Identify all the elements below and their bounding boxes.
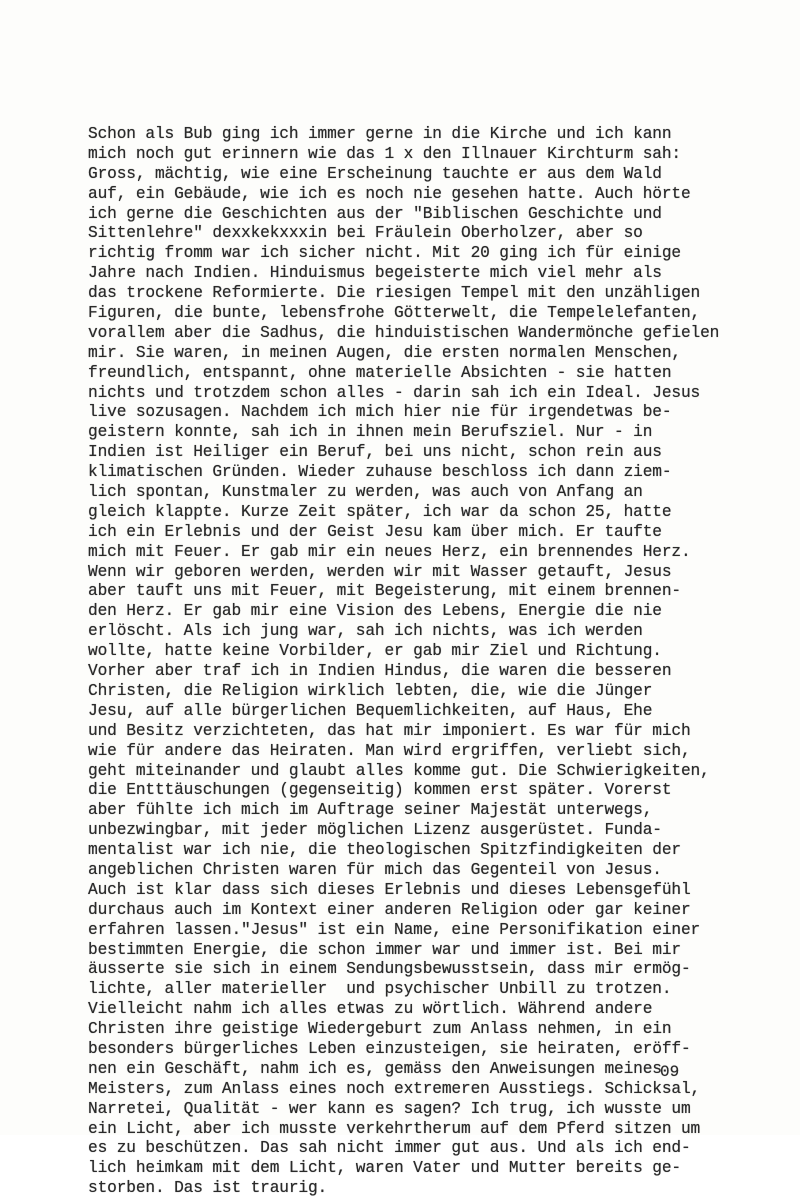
text-line: Narretei, Qualität - wer kann es sagen? Ich trug, ich wusste um [88, 1099, 691, 1118]
text-line: Vielleicht nahm ich alles etwas zu wörtlich. Während andere [88, 1000, 653, 1019]
text-line: Vorher aber traf ich in Indien Hindus, die waren die besseren [88, 662, 672, 681]
text-line: vorallem aber die Sadhus, die hinduistischen Wandermönche gefielen [88, 323, 720, 342]
text-line: mich mit Feuer. Er gab mir ein neues Herz, ein brennendes Herz. [88, 542, 691, 561]
text-line: richtig fromm war ich sicher nicht. Mit 20 ging ich für einige [88, 244, 681, 263]
text-line: storben. Das ist traurig. [88, 1179, 328, 1198]
text-line: mich noch gut erinnern wie das 1 x den Illnauer Kirchturm sah: [88, 144, 681, 163]
text-line: geistern konnte, sah ich in ihnen mein Berufsziel. Nur - in [88, 423, 653, 442]
text-line: besonders bürgerliches Leben einzusteigen, sie heiraten, eröff- [88, 1039, 691, 1058]
text-line: lich heimkam mit dem Licht, waren Vater und Mutter bereits ge- [88, 1159, 681, 1178]
text-line: Gross, mächtig, wie eine Erscheinung tauchte er aus dem Wald [88, 164, 662, 183]
text-line: mentalist war ich nie, die theologischen Spitzfindigkeiten der [88, 841, 681, 860]
text-line: unbezwingbar, mit jeder möglichen Lizenz ausgerüstet. Funda- [88, 821, 662, 840]
text-line: aber fühlte ich mich im Auftrage seiner Majestät unterwegs, [88, 801, 653, 820]
text-line: ich gerne die Geschichten aus der "Biblischen Geschichte und [88, 204, 662, 223]
text-line: Christen ihre geistige Wiedergeburt zum Anlass nehmen, in ein [88, 1020, 672, 1039]
text-line: erfahren lassen."Jesus" ist ein Name, eine Personifikation einer [88, 920, 701, 939]
text-line: wie für andere das Heiraten. Man wird ergriffen, verliebt sich, [88, 741, 691, 760]
text-line: das trockene Reformierte. Die riesigen Tempel mit den unzähligen [88, 284, 701, 303]
text-line: auf, ein Gebäude, wie ich es noch nie gesehen hatte. Auch hörte [88, 184, 691, 203]
text-line: erlöscht. Als ich jung war, sah ich nichts, was ich werden [88, 622, 643, 641]
text-line: die Entttäuschungen (gegenseitig) kommen erst später. Vorerst [88, 781, 672, 800]
text-line: lich spontan, Kunstmaler zu werden, was auch von Anfang an [88, 483, 643, 502]
text-line: lichte, aller materieller und psychischer Unbill zu trotzen. [88, 980, 672, 999]
text-line: geht miteinander und glaubt alles komme gut. Die Schwierigkeiten, [88, 761, 710, 780]
text-line: Meisters, zum Anlass eines noch extremeren Ausstiegs. Schicksal, [88, 1079, 701, 1098]
text-line: freundlich, entspannt, ohne materielle Absichten - sie hatten [88, 363, 672, 382]
text-line: nen ein Geschäft, nahm ich es, gemäss den Anweisungen meines [88, 1059, 662, 1078]
text-line: Schon als Bub ging ich immer gerne in die Kirche und ich kann [88, 125, 672, 143]
text-line: durchaus auch im Kontext einer anderen Religion oder gar keiner [88, 900, 691, 919]
text-line: angeblichen Christen waren für mich das Gegenteil von Jesus. [88, 860, 662, 879]
text-line: aber tauft uns mit Feuer, mit Begeisterung, mit einem brennen- [88, 582, 681, 601]
text-line: Indien ist Heiliger ein Beruf, bei uns nicht, schon rein aus [88, 443, 662, 462]
text-line: gleich klappte. Kurze Zeit später, ich war da schon 25, hatte [88, 502, 672, 521]
text-line: und Besitz verzichteten, das hat mir imponiert. Es war für mich [88, 721, 691, 740]
text-line: den Herz. Er gab mir eine Vision des Lebens, Energie die nie [88, 602, 662, 621]
text-line: Auch ist klar dass sich dieses Erlebnis und dieses Lebensgefühl [88, 880, 691, 899]
text-line: Jesu, auf alle bürgerlichen Bequemlichkeiten, auf Haus, Ehe [88, 701, 653, 720]
text-line: mir. Sie waren, in meinen Augen, die ersten normalen Menschen, [88, 343, 681, 362]
text-line: äusserte sie sich in einem Sendungsbewusstsein, dass mir ermög- [88, 960, 691, 979]
text-line: ein Licht, aber ich musste verkehrtherum auf dem Pferd sitzen um [88, 1119, 701, 1138]
page-number: 09 [660, 1063, 680, 1081]
text-line: Christen, die Religion wirklich lebten, die, wie die Jünger [88, 681, 653, 700]
text-line: ich ein Erlebnis und der Geist Jesu kam über mich. Er taufte [88, 522, 662, 541]
text-line: klimatischen Gründen. Wieder zuhause beschloss ich dann ziem- [88, 463, 672, 482]
text-line: nichts und trotzdem schon alles - darin sah ich ein Ideal. Jesus [88, 383, 701, 402]
text-line: Figuren, die bunte, lebensfrohe Götterwelt, die Tempelelefanten, [88, 304, 701, 323]
text-line: Sittenlehre" dexxkekxxxin bei Fräulein Oberholzer, aber so [88, 224, 643, 243]
text-line: wollte, hatte keine Vorbilder, er gab mir Ziel und Richtung. [88, 642, 662, 661]
body-text [88, 125, 768, 1199]
text-line: Wenn wir geboren werden, werden wir mit Wasser getauft, Jesus [88, 562, 672, 581]
text-line: es zu beschützen. Das sah nicht immer gut aus. Und als ich end- [88, 1139, 691, 1158]
text-line: live sozusagen. Nachdem ich mich hier nie für irgendetwas be- [88, 403, 672, 422]
text-line: bestimmten Energie, die schon immer war und immer ist. Bei mir [88, 940, 681, 959]
text-line: Jahre nach Indien. Hinduismus begeisterte mich viel mehr als [88, 264, 662, 283]
